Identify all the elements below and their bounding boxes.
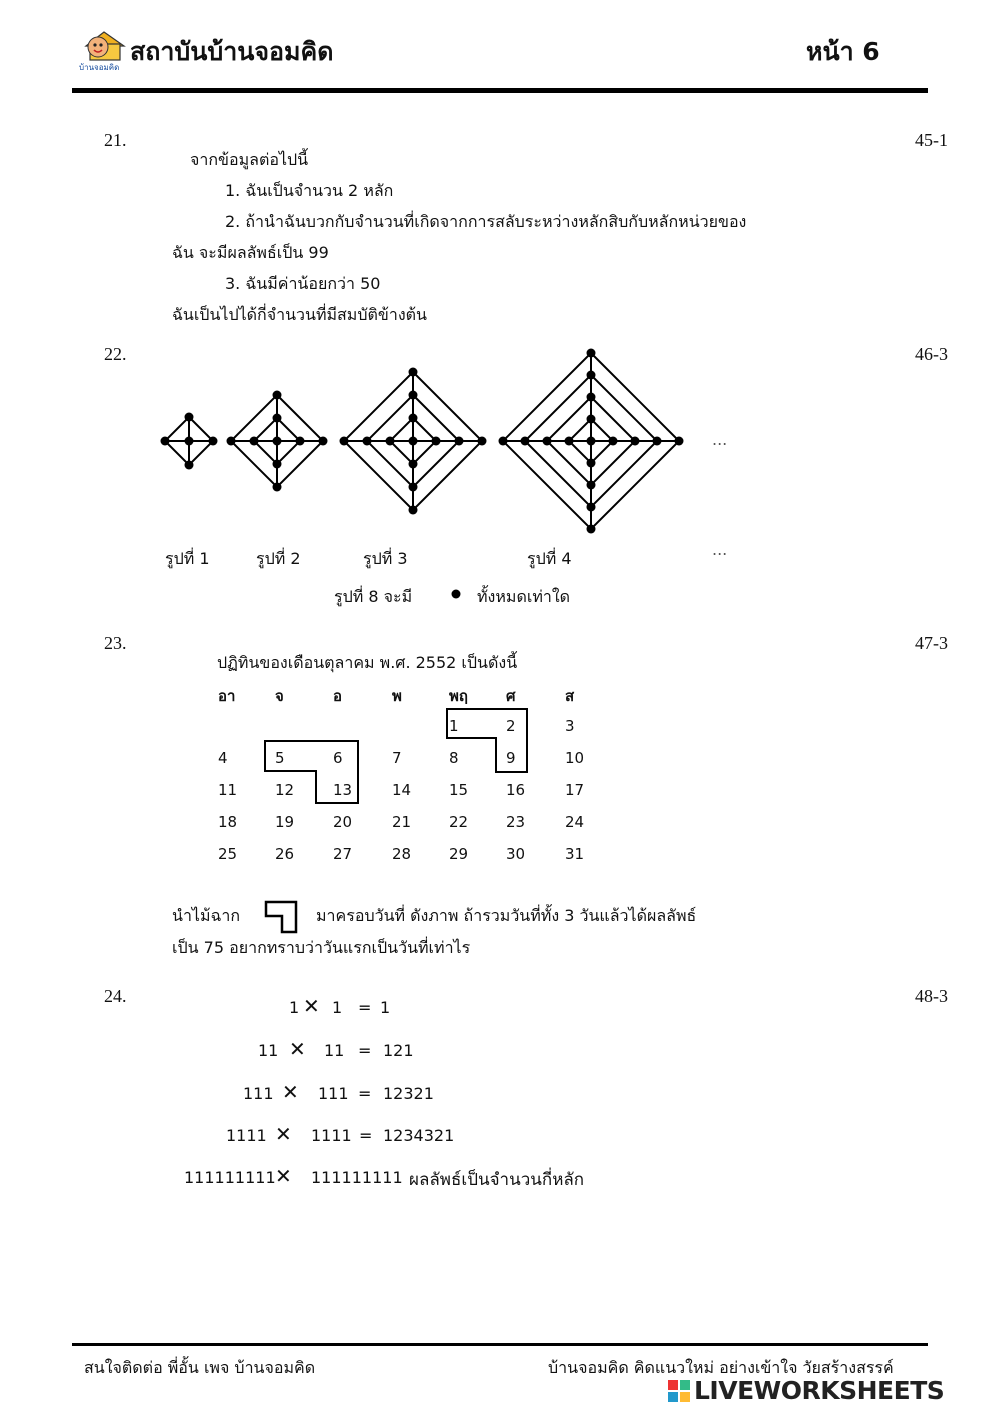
calendar-day-header: อ	[333, 687, 343, 705]
calendar-date: 27	[333, 845, 353, 863]
calendar-date: 12	[275, 781, 295, 799]
figure-label-1: รูปที่ 1	[165, 549, 210, 568]
diamond-dot	[499, 437, 508, 446]
calendar-date: 6	[333, 749, 343, 767]
diamond-dot	[587, 349, 596, 358]
calendar-date: 15	[449, 781, 469, 799]
calendar-date: 11	[218, 781, 238, 799]
question-code-21: 45-1	[915, 130, 948, 150]
diamond-dot	[675, 437, 684, 446]
q23-text-post: มาครอบวันที่ ดังภาพ ถ้ารวมวันที่ทั้ง 3 วันแล้วได้ผลลัพธ์	[316, 906, 697, 925]
question-number-21: 21.	[104, 130, 127, 150]
q22-question-pre: รูปที่ 8 จะมี	[334, 587, 413, 606]
question-code-22: 46-3	[915, 344, 948, 364]
diamond-dot	[587, 393, 596, 402]
times-sign: ✕	[275, 1164, 292, 1188]
diamond-dot	[478, 437, 487, 446]
diamond-dot	[409, 391, 418, 400]
footer-left: สนใจติดต่อ พี่อั้น เพจ บ้านจอมคิด	[84, 1358, 316, 1377]
equation-term: 11	[258, 1041, 279, 1060]
liveworksheets-logo-icon	[668, 1380, 692, 1404]
q21-line: 1. ฉันเป็นจำนวน 2 หลัก	[225, 181, 394, 200]
diamond-dot	[409, 414, 418, 423]
equation-term: 111111111	[311, 1168, 403, 1187]
diamond-pattern-figure	[0, 340, 1000, 550]
question-number-24: 24.	[104, 986, 127, 1006]
diamond-dot	[521, 437, 530, 446]
calendar-day-header: พฤ	[449, 687, 468, 705]
equation-term: 1111	[311, 1126, 352, 1145]
diamond-dot	[319, 437, 328, 446]
calendar-date: 13	[333, 781, 353, 799]
diamond-dot	[587, 459, 596, 468]
diamond-dot	[609, 437, 618, 446]
calendar-day-header: ส	[565, 687, 575, 705]
times-sign: ✕	[303, 994, 320, 1018]
question-number-22: 22.	[104, 344, 127, 364]
calendar-date: 16	[506, 781, 526, 799]
q21-line: ฉันเป็นไปได้กี่จำนวนที่มีสมบัติข้างต้น	[172, 305, 427, 324]
diamond-dot	[587, 415, 596, 424]
dot-icon	[450, 588, 462, 600]
equation-term: 11	[324, 1041, 345, 1060]
logo	[78, 28, 130, 72]
equation-term: 111	[243, 1084, 274, 1103]
equation-term: 1	[332, 998, 343, 1017]
diamond-dot	[273, 483, 282, 492]
calendar-date: 30	[506, 845, 526, 863]
calendar-date: 7	[392, 749, 402, 767]
calendar-date: 14	[392, 781, 412, 799]
l-square-tool-icon	[264, 900, 300, 934]
calendar-day-header: จ	[275, 687, 284, 705]
diamond-dot	[340, 437, 349, 446]
diamond-dot	[250, 437, 259, 446]
diamond-dot	[587, 503, 596, 512]
equation-term: 121	[383, 1041, 414, 1060]
l-shape-highlights	[0, 700, 1000, 810]
q22-question-post: ทั้งหมดเท่าใด	[477, 587, 571, 606]
q23-text-pre: นำไม้ฉาก	[172, 906, 241, 925]
equation-term: 1	[380, 998, 391, 1017]
liveworksheets-watermark: LIVEWORKSHEETS	[694, 1376, 945, 1405]
diamond-dot	[432, 437, 441, 446]
calendar-date: 29	[449, 845, 469, 863]
equation-term: 1234321	[383, 1126, 455, 1145]
equation-term: 1111	[226, 1126, 267, 1145]
calendar-day-header: อา	[218, 687, 236, 705]
calendar-date: 8	[449, 749, 459, 767]
equals-sign: =	[358, 998, 372, 1017]
diamond-dot	[273, 460, 282, 469]
calendar-date: 2	[506, 717, 516, 735]
page-title: สถาบันบ้านจอมคิด	[130, 37, 334, 66]
times-sign: ✕	[282, 1080, 299, 1104]
q24-question: ผลลัพธ์เป็นจำนวนกี่หลัก	[409, 1170, 585, 1190]
calendar-date: 25	[218, 845, 238, 863]
calendar-date: 26	[275, 845, 295, 863]
diamond-dot	[185, 413, 194, 422]
diamond-dot	[185, 461, 194, 470]
q21-line: จากข้อมูลต่อไปนี้	[190, 150, 309, 169]
diamond-dot	[209, 437, 218, 446]
figure-label-3: รูปที่ 3	[363, 549, 408, 568]
diamond-dot	[409, 368, 418, 377]
calendar-day-header: ศ	[506, 687, 516, 705]
diamond-dot	[227, 437, 236, 446]
calendar-date: 23	[506, 813, 526, 831]
diamond-dot	[409, 506, 418, 515]
equals-sign: =	[359, 1126, 373, 1145]
page-number: หน้า 6	[806, 37, 880, 66]
label-ellipsis: ...	[712, 540, 728, 559]
calendar-date: 24	[565, 813, 585, 831]
q21-line: 3. ฉันมีค่าน้อยกว่า 50	[225, 274, 381, 293]
equals-sign: =	[358, 1084, 372, 1103]
diamond-dot	[587, 481, 596, 490]
calendar-date: 4	[218, 749, 228, 767]
equation-term: 111	[318, 1084, 349, 1103]
diamond-dot	[653, 437, 662, 446]
figure-label-2: รูปที่ 2	[256, 549, 301, 568]
calendar-date: 5	[275, 749, 285, 767]
figure-label-4: รูปที่ 4	[527, 549, 572, 568]
diamond-dot	[455, 437, 464, 446]
footer-divider	[72, 1343, 928, 1346]
diamond-dot	[587, 525, 596, 534]
diamond-dot	[409, 437, 418, 446]
equals-sign: =	[358, 1041, 372, 1060]
pattern-ellipsis: ...	[712, 430, 728, 449]
times-sign: ✕	[275, 1122, 292, 1146]
diamond-dot	[296, 437, 305, 446]
diamond-dot	[273, 391, 282, 400]
q23-text-line2: เป็น 75 อยากทราบว่าวันแรกเป็นวันที่เท่าไร	[172, 938, 471, 957]
equation-term: 111111111	[184, 1168, 276, 1187]
calendar-date: 1	[449, 717, 459, 735]
calendar-date: 31	[565, 845, 585, 863]
calendar-title: ปฏิทินของเดือนตุลาคม พ.ศ. 2552 เป็นดังนี้	[217, 653, 518, 672]
footer-right: บ้านจอมคิด คิดแนวใหม่ อย่างเข้าใจ วัยสร้างสรรค์	[548, 1358, 894, 1377]
diamond-dot	[273, 414, 282, 423]
calendar-date: 9	[506, 749, 516, 767]
diamond-dot	[587, 437, 596, 446]
q21-line: 2. ถ้านำฉันบวกกับจำนวนที่เกิดจากการสลับระหว่างหลักสิบกับหลักหน่วยของ	[225, 212, 747, 231]
calendar-day-header: พ	[392, 687, 402, 705]
calendar-date: 19	[275, 813, 295, 831]
diamond-dot	[185, 437, 194, 446]
diamond-dot	[409, 483, 418, 492]
calendar-date: 10	[565, 749, 585, 767]
diamond-dot	[409, 460, 418, 469]
equation-term: 12321	[383, 1084, 434, 1103]
diamond-dot	[631, 437, 640, 446]
diamond-dot	[363, 437, 372, 446]
logo-caption: บ้านจอมคิด	[79, 63, 120, 72]
calendar-date: 21	[392, 813, 412, 831]
diamond-dot	[161, 437, 170, 446]
diamond-dot	[543, 437, 552, 446]
header-divider	[72, 88, 928, 93]
calendar-date: 3	[565, 717, 575, 735]
question-number-23: 23.	[104, 633, 127, 653]
calendar-date: 22	[449, 813, 469, 831]
calendar-date: 20	[333, 813, 353, 831]
diamond-dot	[273, 437, 282, 446]
question-code-24: 48-3	[915, 986, 948, 1006]
calendar-date: 17	[565, 781, 585, 799]
times-sign: ✕	[289, 1037, 306, 1061]
calendar-date: 18	[218, 813, 238, 831]
diamond-dot	[386, 437, 395, 446]
q21-line: ฉัน จะมีผลลัพธ์เป็น 99	[172, 243, 329, 262]
diamond-dot	[587, 371, 596, 380]
diamond-dot	[565, 437, 574, 446]
question-code-23: 47-3	[915, 633, 948, 653]
equation-term: 1	[289, 998, 300, 1017]
calendar-date: 28	[392, 845, 412, 863]
